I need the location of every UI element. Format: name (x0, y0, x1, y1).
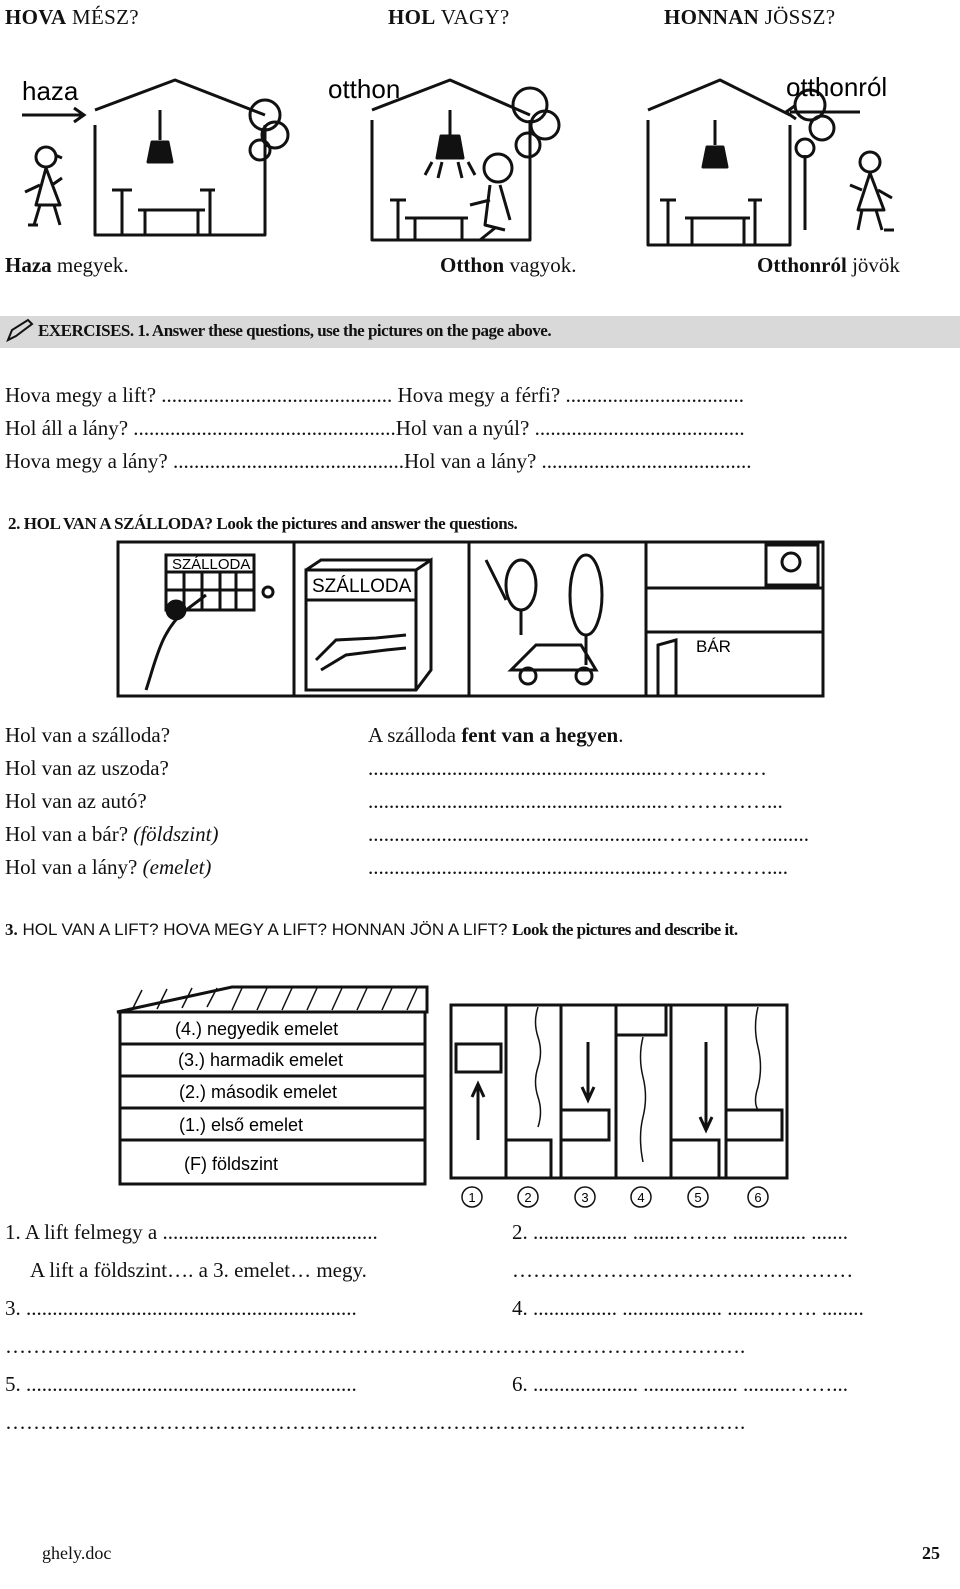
exercise3-answer-5[interactable]: 5. ............................................................... (5, 1372, 357, 1396)
exercise2-answer-4[interactable]: ........................................................……………........ (368, 822, 809, 846)
house-otthonrol-drawing (648, 80, 894, 245)
exercise2-title: 2. HOL VAN A SZÁLLODA? Look the pictures and answer the questions. (8, 514, 518, 533)
caption-haza: Haza megyek. (5, 253, 129, 277)
trees-car-drawing (486, 555, 602, 684)
sign-szalloda-2: SZÁLLODA (312, 576, 412, 597)
bar-building-drawing (646, 545, 823, 696)
exercise3-answer-2-continued[interactable]: …………………………….…………… (512, 1258, 854, 1282)
shaft-number-1: 1 (468, 1190, 476, 1205)
shaft-number-6: 6 (754, 1190, 762, 1205)
label-otthonrol: otthonról (786, 72, 888, 102)
exercise2-question-3: Hol van az autó? (5, 789, 147, 813)
exercise3-example-line: A lift a földszint…. a 3. emelet… megy. (30, 1258, 367, 1282)
header-question-hol: HOL VAGY? (388, 5, 510, 29)
hotel-pictures (116, 540, 826, 700)
floor-label-4: (4.) negyedik emelet (175, 1019, 339, 1039)
floor-label-3: (3.) harmadik emelet (178, 1050, 344, 1070)
label-haza: haza (22, 76, 79, 106)
caption-otthon: Otthon vagyok. (440, 253, 577, 277)
house-illustrations (0, 40, 960, 250)
arrow-right-icon (22, 108, 84, 122)
hotel-on-hill-drawing (146, 555, 273, 690)
exercise3-title: 3. HOL VAN A LIFT? HOVA MEGY A LIFT? HONNAN JÖN A LIFT? Look the pictures and describe it. (5, 920, 738, 939)
exercise2-answer-3[interactable]: ........................................................……………... (368, 789, 783, 813)
exercise3-answer-1[interactable]: 1. A lift felmegy a ......................................... (5, 1220, 378, 1244)
exercise3-answer-5-continued[interactable]: ……………………………………………………………………………………………. (5, 1410, 746, 1434)
header-question-honnan: HONNAN JÖSSZ? (664, 5, 836, 29)
exercise2-question-5: Hol van a lány? (emelet) (5, 855, 212, 879)
exercise2-answer-1: A szálloda fent van a hegyen. (368, 723, 624, 747)
floor-label-f: (F) földszint (184, 1154, 279, 1174)
shaft-number-4: 4 (637, 1190, 645, 1205)
label-otthon: otthon (328, 74, 401, 104)
exercise2-question-1: Hol van a szálloda? (5, 723, 171, 747)
pencil-icon (4, 318, 34, 344)
sign-bar: BÁR (696, 637, 731, 656)
exercise2-answer-2[interactable]: ........................................................…………… (368, 756, 767, 780)
exercise2-answer-5[interactable]: ........................................................…………….... (368, 855, 788, 879)
house-otthon-drawing (372, 80, 559, 240)
exercise3-answer-4[interactable]: 4. ................ ................... ........……. ........ (512, 1296, 864, 1320)
exercise3-answer-6[interactable]: 6. .................... .................. .........……... (512, 1372, 848, 1396)
caption-otthonrol: Otthonról jövök (757, 253, 900, 277)
header-question-hova: HOVA MÉSZ? (5, 5, 139, 29)
floor-label-1: (1.) első emelet (179, 1115, 304, 1135)
floor-label-2: (2.) második emelet (179, 1082, 338, 1102)
shaft-number-5: 5 (694, 1190, 702, 1205)
exercise3-answer-3[interactable]: 3. ............................................................... (5, 1296, 357, 1320)
exercise1-line-2: Hol áll a lány? ..................................................Hol van a nyúl? ........................................ (5, 416, 745, 440)
exercise2-question-4: Hol van a bár? (földszint) (5, 822, 219, 846)
exercise1-title: EXERCISES. 1. Answer these questions, use the pictures on the page above. (38, 321, 552, 340)
floors-building (112, 982, 432, 1192)
footer-filename: ghely.doc (42, 1543, 112, 1563)
lift-shafts (448, 1002, 794, 1210)
exercise2-question-2: Hol van az uszoda? (5, 756, 169, 780)
exercise3-answer-3-continued[interactable]: ……………………………………………………………………………………………. (5, 1334, 746, 1358)
sign-szalloda-1: SZÁLLODA (172, 556, 251, 573)
exercise1-line-1: Hova megy a lift? ............................................ Hova megy a férfi? .................................. (5, 383, 744, 407)
exercise3-answer-2[interactable]: 2. .................. ........…….. .............. ....... (512, 1220, 848, 1244)
exercise1-line-3: Hova megy a lány? ............................................Hol van a lány? ........................................ (5, 449, 752, 473)
shaft-number-2: 2 (524, 1190, 532, 1205)
shaft-number-3: 3 (581, 1190, 589, 1205)
page-number: 25 (922, 1543, 940, 1563)
